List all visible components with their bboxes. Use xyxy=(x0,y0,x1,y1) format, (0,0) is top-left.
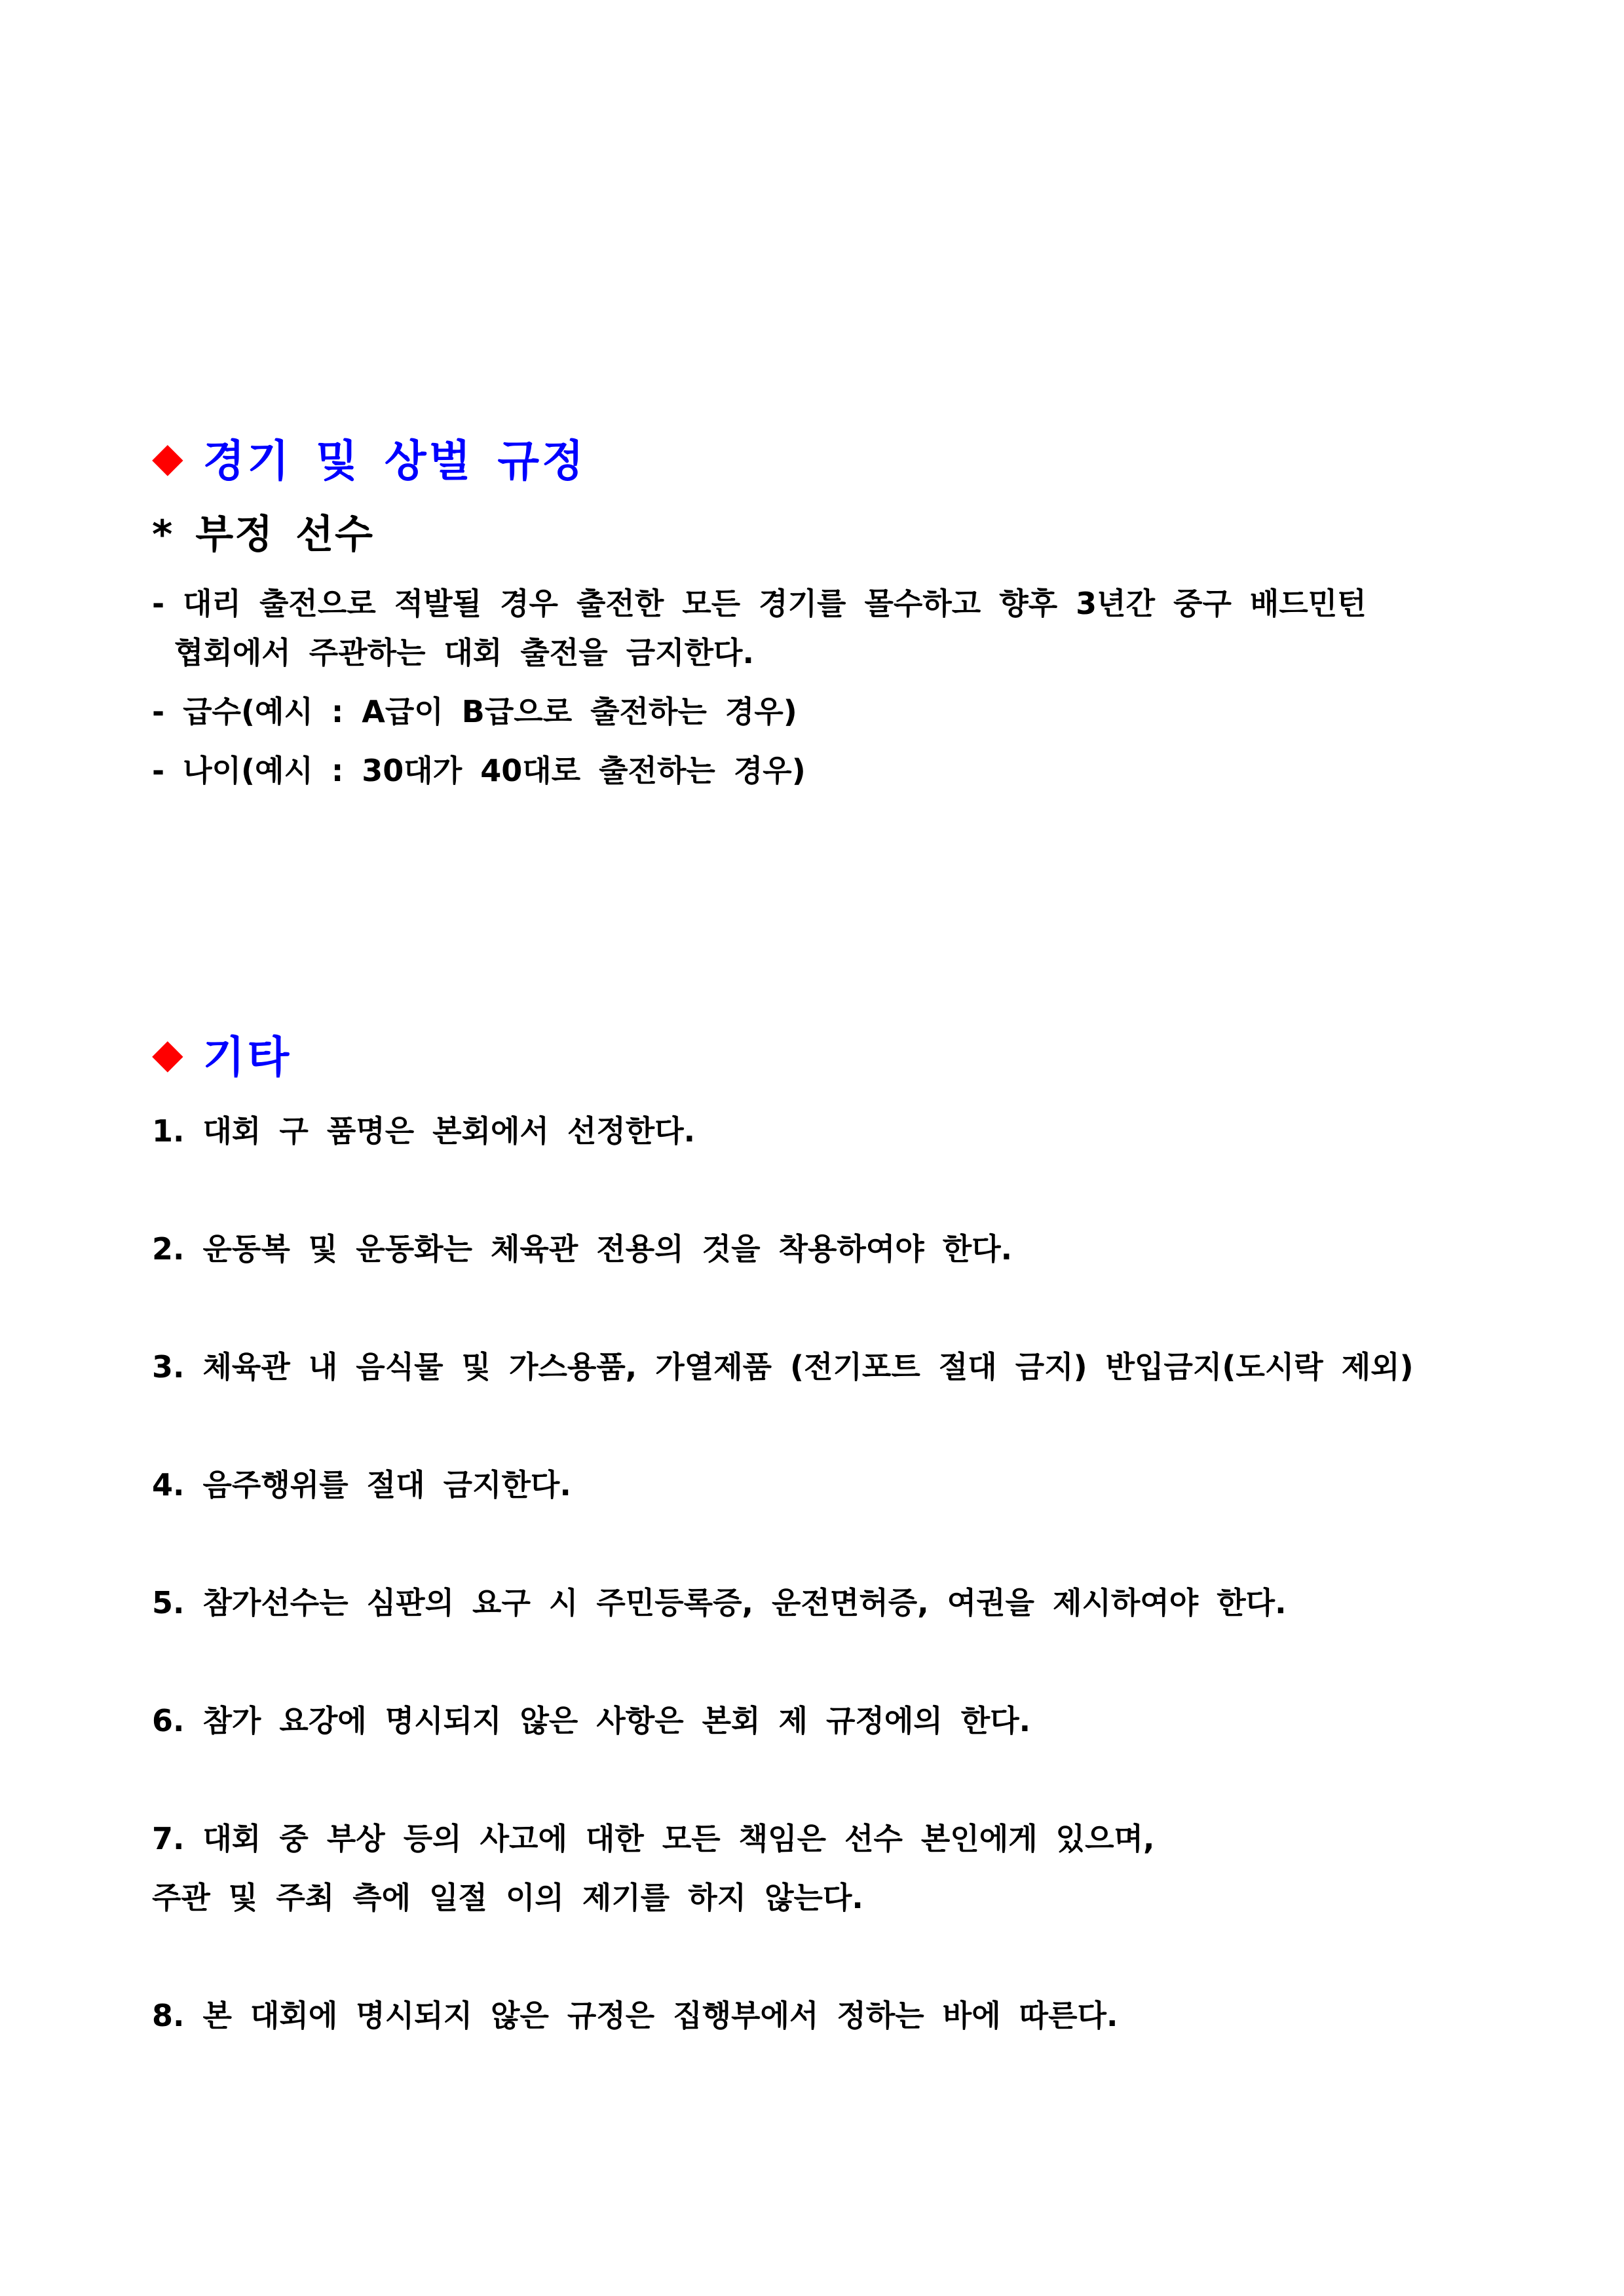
list-item: 3. 체육관 내 음식물 및 가스용품, 가열제품 (전기포트 절대 금지) 반입금지(도시락 제외) xyxy=(152,1349,1414,1385)
list-item: 4. 음주행위를 절대 금지한다. xyxy=(152,1467,571,1502)
subsection-title: * 부정 선수 xyxy=(152,512,374,558)
list-item: 7. 대회 중 부상 등의 사고에 대한 모든 책임은 선수 본인에게 있으며, xyxy=(152,1821,1155,1856)
list-item: 1. 대회 구 품명은 본회에서 선정한다. xyxy=(152,1113,696,1149)
diamond-bullet-icon: ◆ xyxy=(152,1029,183,1077)
list-item: 주관 및 주최 측에 일절 이의 제기를 하지 않는다. xyxy=(152,1880,863,1915)
rule-line: - 대리 출전으로 적발될 경우 출전한 모든 경기를 몰수하고 향후 3년간 중구 배드민턴 xyxy=(152,586,1367,621)
section-heading-rules xyxy=(152,426,586,488)
rule-line: - 급수(예시 : A급이 B급으로 출전하는 경우) xyxy=(152,694,797,729)
section-title: 기타 xyxy=(202,1032,292,1082)
rule-line: - 나이(예시 : 30대가 40대로 출전하는 경우) xyxy=(152,753,806,788)
list-item: 6. 참가 요강에 명시되지 않은 사항은 본회 제 규정에의 한다. xyxy=(152,1703,1031,1738)
rule-line: 협회에서 주관하는 대회 출전을 금지한다. xyxy=(174,635,754,670)
section-heading-other xyxy=(152,1022,292,1084)
list-item: 5. 참가선수는 심판의 요구 시 주민등록증, 운전면허증, 여권을 제시하여야 한다. xyxy=(152,1585,1287,1620)
list-item: 8. 본 대회에 명시되지 않은 규정은 집행부에서 정하는 바에 따른다. xyxy=(152,1998,1118,2033)
diamond-bullet-icon: ◆ xyxy=(152,432,183,481)
list-item: 2. 운동복 및 운동화는 체육관 전용의 것을 착용하여야 한다. xyxy=(152,1231,1013,1267)
section-title: 경기 및 상벌 규정 xyxy=(202,436,586,486)
